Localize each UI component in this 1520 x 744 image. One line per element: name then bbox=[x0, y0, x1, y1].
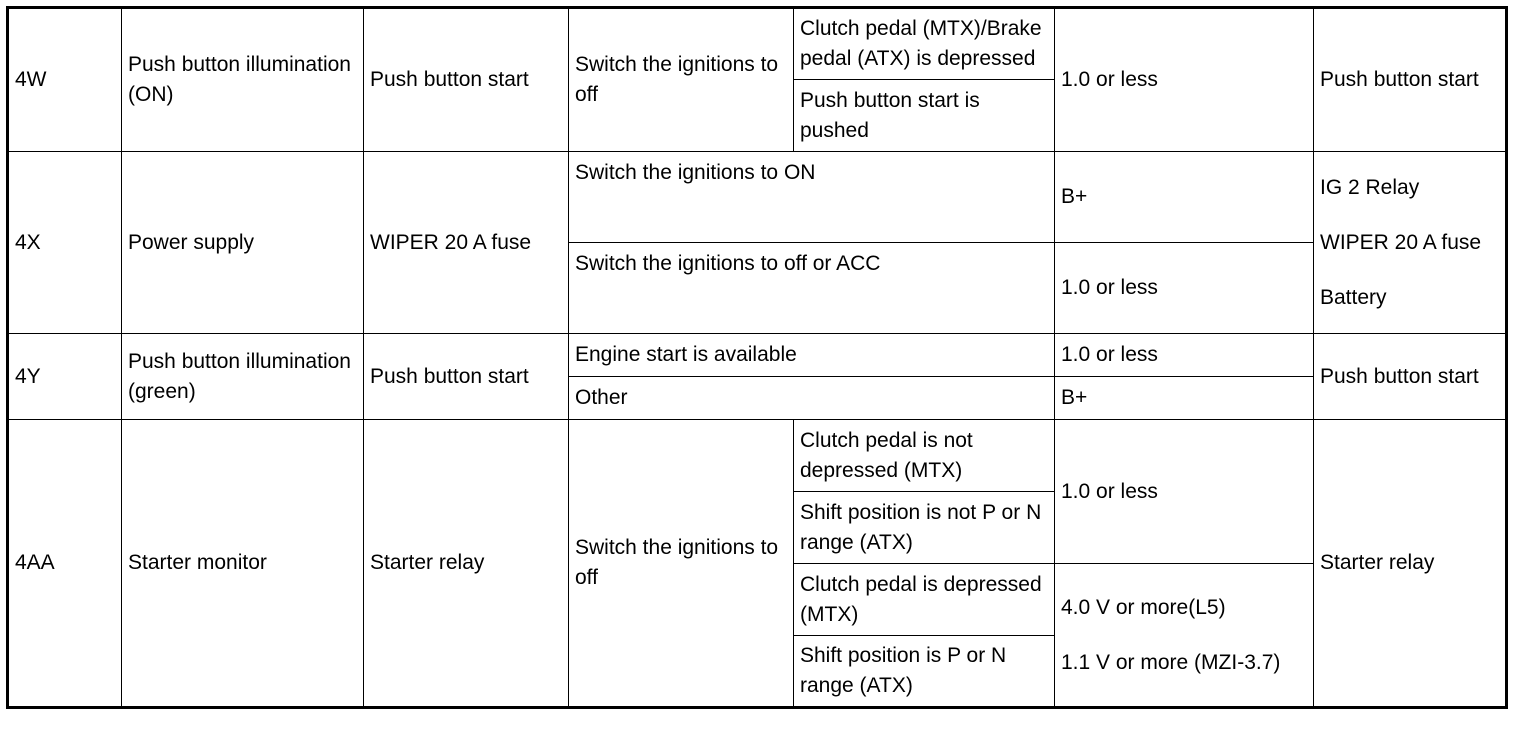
connected-to-cell: Push button start bbox=[364, 334, 569, 420]
sub-condition-cell: Shift position is P or N range (ATX) bbox=[794, 636, 1055, 708]
sub-condition-cell: Clutch pedal is not depressed (MTX) bbox=[794, 420, 1055, 492]
connected-to-cell: Starter relay bbox=[364, 420, 569, 708]
voltage-value-cell: B+ bbox=[1055, 377, 1314, 420]
measurement-condition-cell: Switch the ignitions to off bbox=[569, 8, 794, 152]
connected-to-cell: Push button start bbox=[364, 8, 569, 152]
voltage-value-cell: 1.0 or less bbox=[1055, 420, 1314, 564]
sub-condition-cell: Clutch pedal is depressed (MTX) bbox=[794, 564, 1055, 636]
table-row bbox=[8, 420, 1507, 492]
table-row bbox=[8, 8, 1507, 80]
inspection-item-cell bbox=[1314, 152, 1507, 334]
signal-name-cell: Power supply bbox=[122, 152, 364, 334]
inspection-item-text: IG 2 Relay bbox=[1320, 175, 1420, 199]
voltage-value-text: 4.0 V or more(L5) bbox=[1061, 595, 1226, 619]
sub-condition-cell: Shift position is not P or N range (ATX) bbox=[794, 492, 1055, 564]
signal-name-cell: Push button illumination (green) bbox=[122, 334, 364, 420]
terminal-cell: 4AA bbox=[8, 420, 122, 708]
voltage-value-cell: 1.0 or less bbox=[1055, 334, 1314, 377]
inspection-item-text: Battery bbox=[1320, 285, 1387, 309]
measurement-condition-cell: Switch the ignitions to ON bbox=[569, 152, 1055, 243]
sub-condition-cell: Push button start is pushed bbox=[794, 80, 1055, 152]
voltage-value-text: 1.1 V or more (MZI-3.7) bbox=[1061, 650, 1281, 674]
terminal-spec-table bbox=[6, 6, 1508, 709]
terminal-cell: 4W bbox=[8, 8, 122, 152]
terminal-cell: 4Y bbox=[8, 334, 122, 420]
inspection-item-text: WIPER 20 A fuse bbox=[1320, 230, 1482, 254]
signal-name-cell: Starter monitor bbox=[122, 420, 364, 708]
sub-condition-cell: Clutch pedal (MTX)/Brake pedal (ATX) is depressed bbox=[794, 8, 1055, 80]
inspection-item-cell: Starter relay bbox=[1314, 420, 1507, 708]
measurement-condition-cell: Other bbox=[569, 377, 1055, 420]
voltage-value-cell: 1.0 or less bbox=[1055, 8, 1314, 152]
measurement-condition-cell: Switch the ignitions to off bbox=[569, 420, 794, 708]
table-row bbox=[8, 334, 1507, 377]
table-row bbox=[8, 152, 1507, 243]
signal-name-cell: Push button illumination (ON) bbox=[122, 8, 364, 152]
inspection-item-cell: Push button start bbox=[1314, 334, 1507, 420]
inspection-item-cell: Push button start bbox=[1314, 8, 1507, 152]
terminal-cell: 4X bbox=[8, 152, 122, 334]
measurement-condition-cell: Engine start is available bbox=[569, 334, 1055, 377]
voltage-value-cell: B+ bbox=[1055, 152, 1314, 243]
measurement-condition-cell: Switch the ignitions to off or ACC bbox=[569, 243, 1055, 334]
connected-to-cell: WIPER 20 A fuse bbox=[364, 152, 569, 334]
voltage-value-cell: 1.0 or less bbox=[1055, 243, 1314, 334]
voltage-value-cell bbox=[1055, 564, 1314, 708]
